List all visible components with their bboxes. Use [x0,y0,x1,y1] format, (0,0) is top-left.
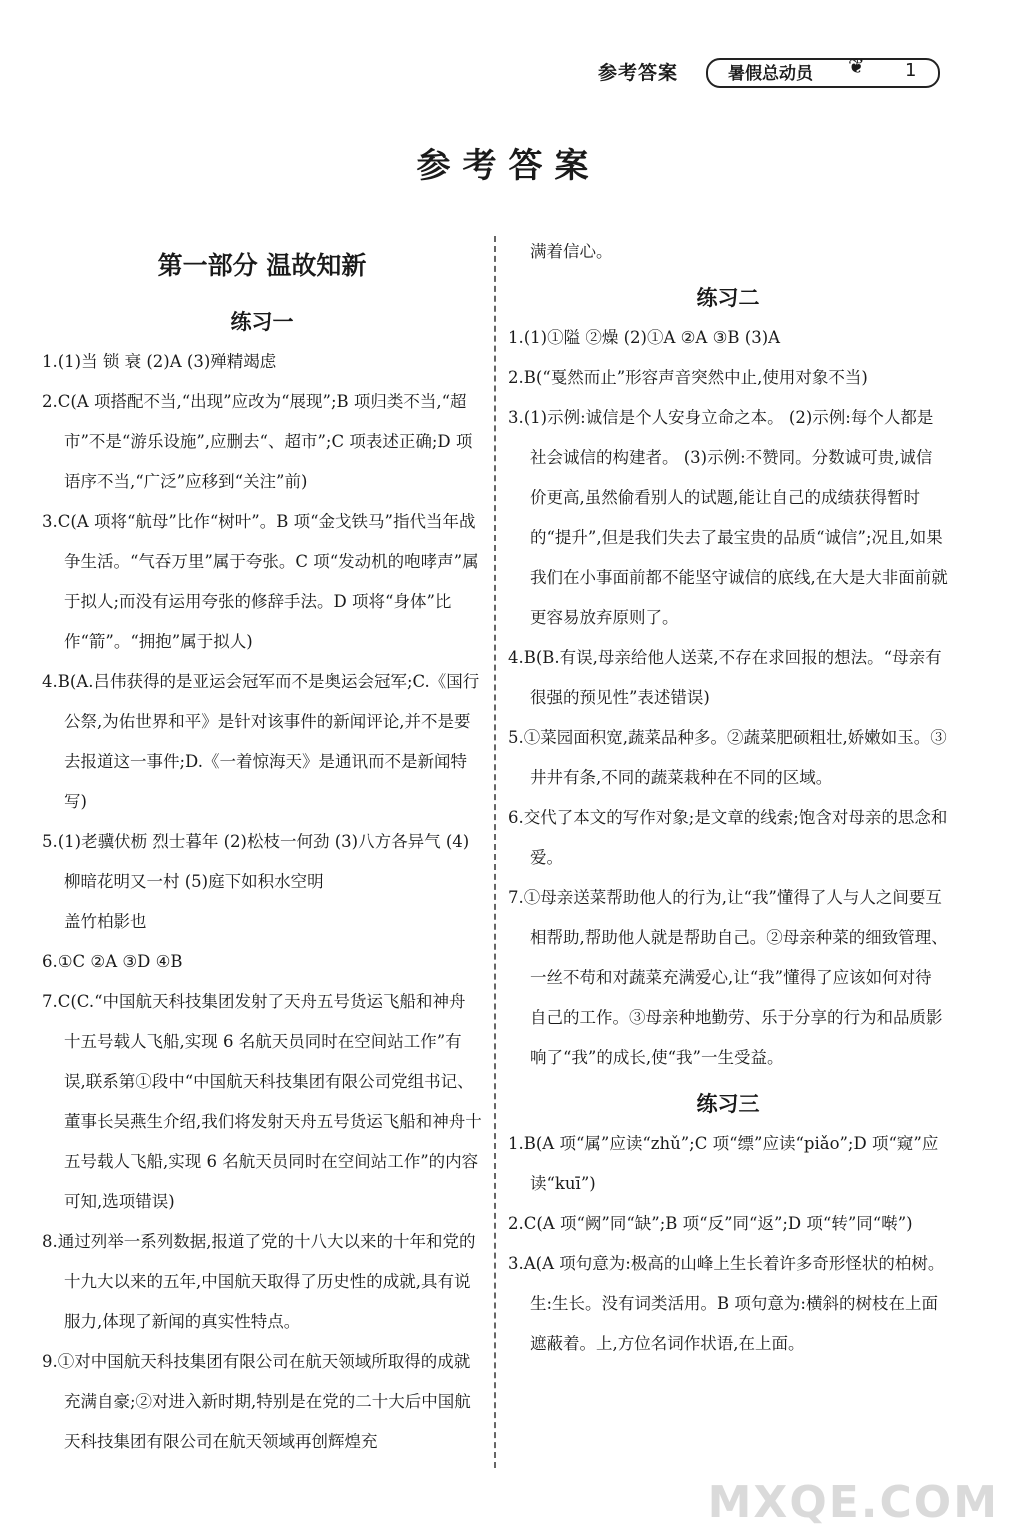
section-title-3: 练习三 [696,1092,760,1116]
section-title-1: 练习一 [230,310,294,334]
answer-item: 9.①对中国航天科技集团有限公司在航天领域所取得的成就充满自豪;②对进入新时期,特别是在党的二十大后中国航天科技集团有限公司在航天领域再创辉煌充 [42,1352,471,1451]
page-header [0,52,1017,92]
answer-item: 1.(1)①隘 ②燥 (2)①A ②A ③B (3)A [508,328,781,347]
answer-item-continuation: 盖竹柏影也 [64,912,147,931]
answer-item: 3.C(A 项将“航母”比作“树叶”。B 项“金戈铁马”指代当年战争生活。“气吞万里”属于夸张。C 项“发动机的咆哮声”属于拟人;而没有运用夸张的修辞手法。D 项将“身体”比作“箭”。“拥抱”属于拟人) [42,512,479,651]
answer-item: 7.①母亲送菜帮助他人的行为,让“我”懂得了人与人之间要互相帮助,帮助他人就是帮助自己。②母亲种菜的细致管理、一丝不苟和对蔬菜充满爱心,让“我”懂得了应该如何对待自己的工作。③母亲种地勤劳、乐于分享的行为和品质影响了“我”的成长,使“我”一生受益。 [508,888,948,1067]
answer-item: 7.C(C.“中国航天科技集团发射了天舟五号货运飞船和神舟十五号载人飞船,实现 6 名航天员同时在空间站工作”有误,联系第①段中“中国航天科技集团有限公司党组书记、董事长吴燕生介绍,我们将发射天舟五号货运飞船和神舟十五号载人飞船,实现 6 名航天员同时在空间站工作”的内容可知,选项错误) [42,992,482,1211]
answer-item: 3.A(A 项句意为:极高的山峰上生长着许多奇形怪状的柏树。生:生长。没有词类活用。B 项句意为:横斜的树枝在上面遮蔽着。上,方位名词作状语,在上面。 [508,1254,945,1353]
answer-item: 5.(1)老骥伏枥 烈士暮年 (2)松枝一何劲 (3)八方各异气 (4)柳暗花明又一村 (5)庭下如积水空明 [42,832,470,891]
right-column [508,232,948,1364]
left-column [42,230,482,1462]
page-title: 参考答案 [416,146,601,186]
answer-item: 4.B(A.吕伟获得的是亚运会冠军而不是奥运会冠军;C.《国行公祭,为佑世界和平》是针对该事件的新闻评论,并不是要去报道这一事件;D.《一着惊海天》是通讯而不是新闻特写) [42,672,480,811]
answer-item: 3.(1)示例:诚信是个人安身立命之本。 (2)示例:每个人都是社会诚信的构建者。 (3)示例:不赞同。分数诚可贵,诚信价更高,虽然偷看别人的试题,能让自己的成绩获得暂时的“提升”,但是我们失去了最宝贵的品质“诚信”;况且,如果我们在小事面前都不能坚守诚信的底线,在大是大非面前就更容易放弃原则了。 [508,408,948,627]
header-series-label: 暑假总动员 [728,64,813,84]
answer-item: 2.C(A 项搭配不当,“出现”应改为“展现”;B 项归类不当,“超市”不是“游乐设施”,应删去“、超市”;C 项表述正确;D 项语序不当,“广泛”应移到“关注”前) [42,392,473,491]
answer-item-continuation: 满着信心。 [530,242,613,261]
page-number: 1 [905,60,917,81]
answer-item: 8.通过列举一系列数据,报道了党的十八大以来的十年和党的十九大以来的五年,中国航天取得了历史性的成就,具有说服力,体现了新闻的真实性特点。 [42,1232,476,1331]
section-title-2: 练习二 [696,286,760,310]
cartoon-icon: ❦ [848,54,865,78]
answer-item: 1.(1)当 锁 衰 (2)A (3)殚精竭虑 [42,352,277,371]
answer-item: 6.交代了本文的写作对象;是文章的线索;饱含对母亲的思念和爱。 [508,808,948,867]
column-divider [494,236,496,1468]
watermark: MXQE.COM [707,1477,999,1528]
answer-item: 4.B(B.有误,母亲给他人送菜,不存在求回报的想法。“母亲有很强的预见性”表述错误) [508,648,942,707]
part-title: 第一部分 温故知新 [157,251,367,280]
answer-item: 5.①菜园面积宽,蔬菜品种多。②蔬菜肥硕粗壮,娇嫩如玉。③井井有条,不同的蔬菜栽种在不同的区域。 [508,728,947,787]
answer-item: 6.①C ②A ③D ④B [42,952,183,971]
answer-item: 2.C(A 项“阙”同“缺”;B 项“反”同“返”;D 项“转”同“啭”) [508,1214,913,1233]
answer-item: 1.B(A 项“属”应读“zhǔ”;C 项“缥”应读“piǎo”;D 项“窥”应读“kuī”) [508,1134,939,1193]
header-answers-label: 参考答案 [598,62,679,84]
answer-item: 2.B(“戛然而止”形容声音突然中止,使用对象不当) [508,368,868,387]
